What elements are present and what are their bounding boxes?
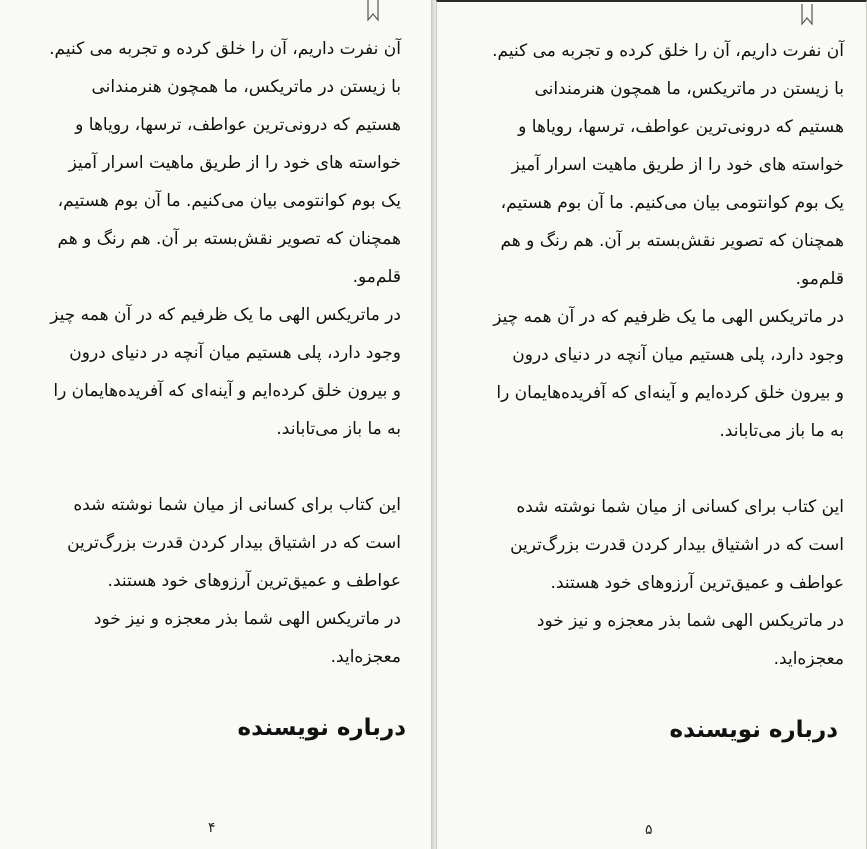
- paragraph: [456, 298, 844, 450]
- text-line: وجود دارد، پلی هستیم میان آنچه در دنیای درون: [512, 345, 844, 365]
- text-line: قلم‌مو.: [795, 269, 844, 289]
- paragraph: [16, 296, 401, 448]
- page-body-text: [16, 30, 401, 676]
- page-number: ۴: [208, 820, 216, 836]
- left-page[interactable]: [0, 0, 432, 849]
- text-line: هستیم که درونی‌ترین عواطف، ترسها، رویاها و: [75, 115, 401, 135]
- text-line: عواطف و عمیق‌ترین آرزوهای خود هستند.: [550, 573, 844, 593]
- text-line: عواطف و عمیق‌ترین آرزوهای خود هستند.: [107, 571, 401, 591]
- text-line: با زیستن در ماتریکس، ما همچون هنرمندانی: [534, 79, 844, 99]
- text-line: خواسته های خود را از طریق ماهیت اسرار آمیز: [511, 155, 844, 175]
- paragraph-spacer: [456, 450, 844, 488]
- text-line: و بیرون خلق کرده‌ایم و آینه‌ای که آفریده‌هایمان را: [53, 381, 401, 401]
- text-line: این کتاب برای کسانی از میان شما نوشته شده: [73, 495, 401, 515]
- text-line: است که در اشتیاق بیدار کردن قدرت بزرگ‌ترین: [510, 535, 844, 555]
- text-line: آن نفرت داریم، آن را خلق کرده و تجربه می کنیم.: [492, 41, 844, 61]
- bookmark-icon[interactable]: [367, 0, 379, 22]
- text-line: به ما باز می‌تاباند.: [719, 421, 844, 441]
- text-line: همچنان که تصویر نقش‌بسته بر آن. هم رنگ و هم: [57, 229, 401, 249]
- bookmark-icon[interactable]: [801, 4, 813, 26]
- right-page[interactable]: [436, 0, 867, 849]
- text-line: و بیرون خلق کرده‌ایم و آینه‌ای که آفریده‌هایمان را: [496, 383, 844, 403]
- text-line: وجود دارد، پلی هستیم میان آنچه در دنیای درون: [69, 343, 401, 363]
- text-line: این کتاب برای کسانی از میان شما نوشته شده: [516, 497, 844, 517]
- text-line: در ماتریکس الهی ما یک ظرفیم که در آن همه چیز: [50, 305, 401, 325]
- text-line: در ماتریکس الهی شما بذر معجزه و نیز خود: [93, 609, 401, 629]
- text-line: هستیم که درونی‌ترین عواطف، ترسها، رویاها و: [518, 117, 844, 137]
- text-line: با زیستن در ماتریکس، ما همچون هنرمندانی: [91, 77, 401, 97]
- text-line: در ماتریکس الهی شما بذر معجزه و نیز خود: [536, 611, 844, 631]
- page-body-text: [456, 32, 844, 678]
- text-line: به ما باز می‌تاباند.: [276, 419, 401, 439]
- paragraph: [16, 486, 401, 676]
- paragraph: [456, 32, 844, 298]
- paragraph: [16, 30, 401, 296]
- paragraph-spacer: [16, 448, 401, 486]
- text-line: معجزه‌اید.: [773, 649, 844, 669]
- text-line: همچنان که تصویر نقش‌بسته بر آن. هم رنگ و هم: [500, 231, 844, 251]
- text-line: آن نفرت داریم، آن را خلق کرده و تجربه می کنیم.: [49, 39, 401, 59]
- section-heading: درباره نویسنده: [669, 717, 838, 743]
- section-heading: درباره نویسنده: [237, 715, 406, 741]
- text-line: یک بوم کوانتومی بیان می‌کنیم. ما آن بوم هستیم،: [57, 191, 401, 211]
- text-line: است که در اشتیاق بیدار کردن قدرت بزرگ‌ترین: [67, 533, 401, 553]
- paragraph: [456, 488, 844, 678]
- text-line: معجزه‌اید.: [330, 647, 401, 667]
- text-line: یک بوم کوانتومی بیان می‌کنیم. ما آن بوم هستیم،: [500, 193, 844, 213]
- text-line: قلم‌مو.: [352, 267, 401, 287]
- text-line: در ماتریکس الهی ما یک ظرفیم که در آن همه چیز: [493, 307, 844, 327]
- page-number: ۵: [645, 822, 653, 838]
- text-line: خواسته های خود را از طریق ماهیت اسرار آمیز: [68, 153, 401, 173]
